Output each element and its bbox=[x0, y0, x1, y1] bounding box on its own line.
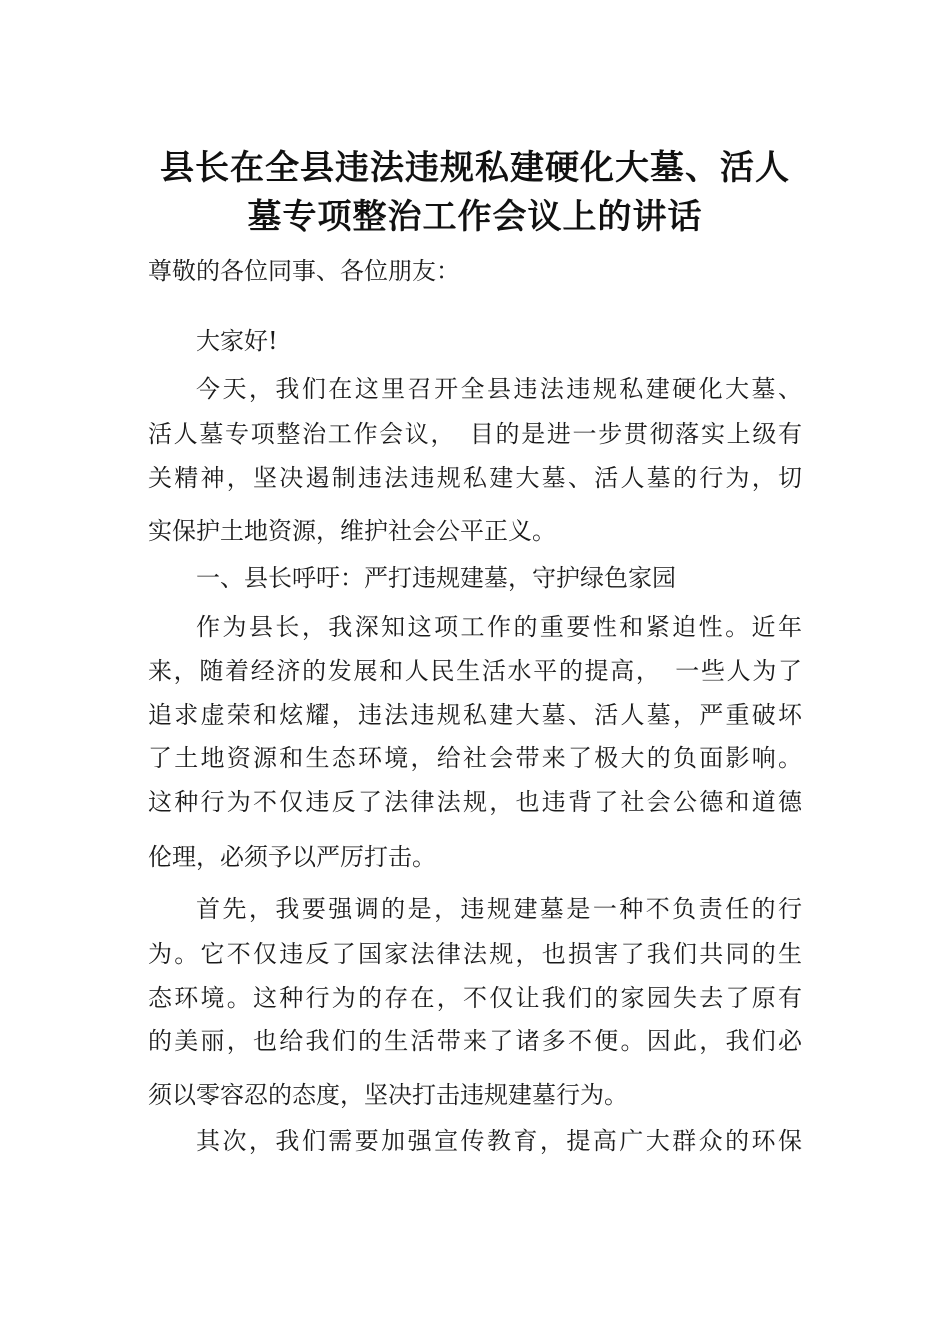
paragraph-line: 须以零容忍的态度，坚决打击违规建墓行为。 bbox=[148, 1081, 628, 1109]
paragraph-line: 实保护土地资源，维护社会公平正义。 bbox=[148, 517, 556, 545]
paragraph-line: 态环境。这种行为的存在，不仅让我们的家园失去了原有 bbox=[148, 984, 802, 1012]
paragraph-line: 追求虚荣和炫耀，违法违规私建大墓、活人墓，严重破坏 bbox=[148, 701, 802, 729]
paragraph-line: 了土地资源和生态环境，给社会带来了极大的负面影响。 bbox=[148, 744, 802, 772]
document-title-line-1: 县长在全县违法违规私建硬化大墓、活人 bbox=[160, 148, 790, 188]
document-title-line-2: 墓专项整治工作会议上的讲话 bbox=[247, 197, 703, 237]
paragraph-line: 为。它不仅违反了国家法律法规，也损害了我们共同的生 bbox=[148, 940, 802, 968]
paragraph-line: 这种行为不仅违反了法律法规，也违背了社会公德和道德 bbox=[148, 788, 802, 816]
paragraph-line: 活人墓专项整治工作会议， 目的是进一步贯彻落实上级有 bbox=[148, 420, 802, 448]
paragraph-line: 今天，我们在这里召开全县违法违规私建硬化大墓、 bbox=[196, 375, 802, 403]
paragraph-line: 首先，我要强调的是，违规建墓是一种不负责任的行 bbox=[196, 895, 802, 923]
salutation: 尊敬的各位同事、各位朋友： bbox=[148, 257, 460, 285]
paragraph-line: 来，随着经济的发展和人民生活水平的提高， 一些人为了 bbox=[148, 657, 802, 685]
section-heading: 一、县长呼吁：严打违规建墓，守护绿色家园 bbox=[196, 564, 676, 592]
paragraph-line: 其次，我们需要加强宣传教育，提高广大群众的环保 bbox=[196, 1127, 802, 1155]
paragraph-line: 伦理，必须予以严厉打击。 bbox=[148, 843, 436, 871]
greeting-line: 大家好! bbox=[196, 327, 278, 355]
paragraph-line: 关精神，坚决遏制违法违规私建大墓、活人墓的行为，切 bbox=[148, 464, 802, 492]
paragraph-line: 作为县长，我深知这项工作的重要性和紧迫性。近年 bbox=[196, 613, 802, 641]
paragraph-line: 的美丽，也给我们的生活带来了诸多不便。因此，我们必 bbox=[148, 1027, 802, 1055]
